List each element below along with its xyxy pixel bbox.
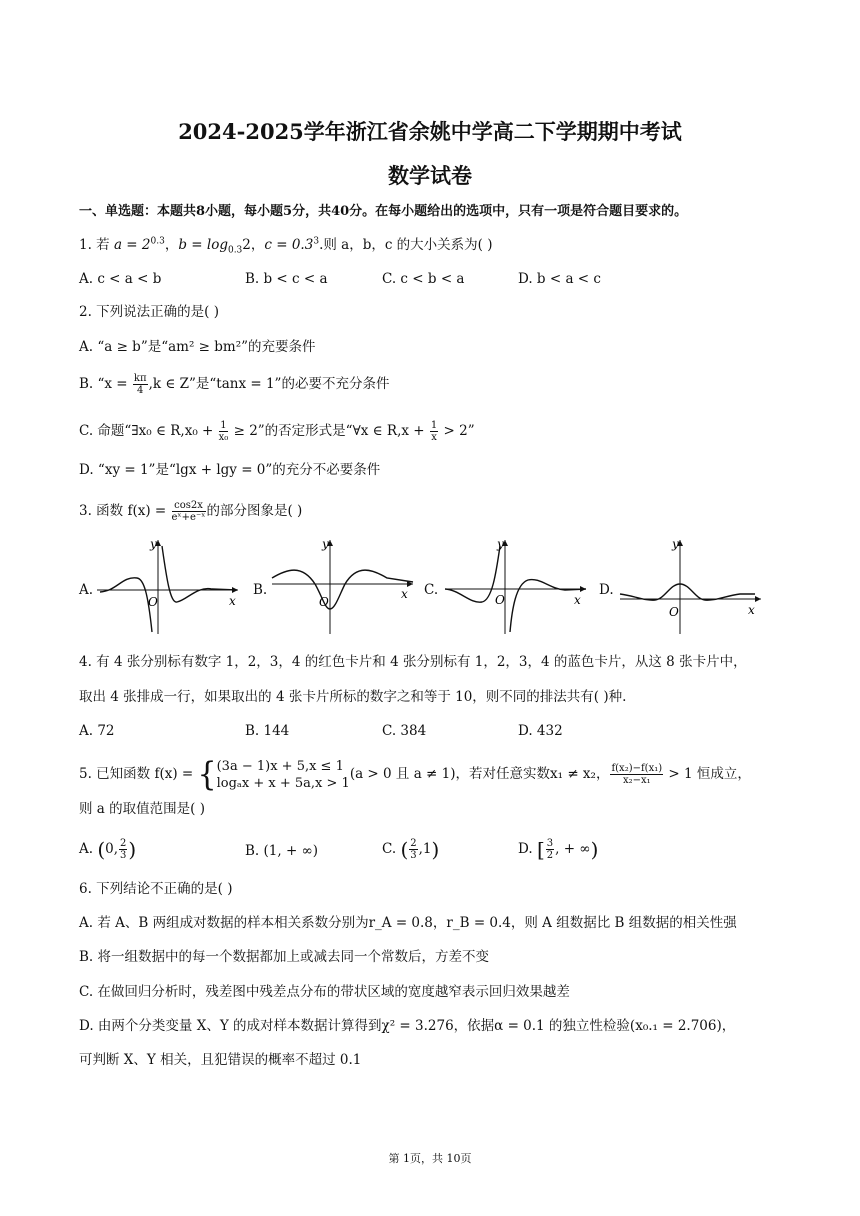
page-footer: 第 1页，共 10页 [388, 1152, 472, 1165]
graph-d [615, 534, 765, 639]
curve-a-left [100, 578, 152, 632]
graph-b-label: B. [253, 582, 268, 598]
q6-stem: 6. 下列结论不正确的是( ) [79, 881, 233, 897]
x-label: x [748, 603, 755, 617]
curve-c-left [445, 546, 500, 602]
q2-option-b: B. “x = $\frac{k\pi}{4}$ ,k ∈ Z”是“tanx = 1”的必要不充分条件 [79, 373, 390, 396]
y-label: y [322, 537, 329, 551]
q5-line-2: 则 a 的取值范围是( ) [79, 801, 205, 817]
origin-label: O [669, 605, 679, 619]
fraction: $\frac{3}{2}$ [546, 838, 554, 861]
fraction: $\frac{\cos 2x}{\text{eˣ+e⁻ˣ}}$ [171, 500, 206, 523]
q1-option-c: C. c < b < a [382, 271, 465, 287]
q6-option-d-line-1: D. 由两个分类变量 X、Y 的成对样本数据计算得到χ² = 3.276，依据α = 0.1 的独立性检验(x₀.₁ = 2.706)， [79, 1018, 736, 1034]
q5-option-b: B. (1, + ∞) [245, 843, 319, 859]
q3-stem: 3. 函数 f(x) = $\frac{\cos 2x}{\text{eˣ+e⁻ˣ}}$ 的部分图象是( ) [79, 500, 303, 523]
fraction: $\frac{2}{3}$ [410, 838, 417, 861]
x-label: x [574, 593, 581, 607]
origin-label: O [319, 595, 329, 609]
q4-option-c: C. 384 [382, 723, 427, 739]
q6-option-a: A. 若 A、B 两组成对数据的样本相关系数分别为r_A = 0.8，r_B = 0.4，则 A 组数据比 B 组数据的相关性强 [79, 915, 737, 931]
q5-option-a: A. (0, $\frac{2}{3}$ ) [79, 837, 137, 862]
graph-d-label: D. [599, 582, 614, 598]
q2-option-d: D. “xy = 1”是“lgx + lgy = 0”的充分不必要条件 [79, 462, 381, 478]
q5-option-c: C. ( $\frac{2}{3}$ ,1) [382, 837, 440, 862]
q1-option-d: D. b < a < c [518, 271, 601, 287]
q6-option-b: B. 将一组数据中的每一个数据都加上或减去同一个常数后，方差不变 [79, 949, 490, 965]
q4-option-b: B. 144 [245, 723, 290, 739]
q1-option-b: B. b < c < a [245, 271, 328, 287]
q4-option-d: D. 432 [518, 723, 563, 739]
q2-stem: 2. 下列说法正确的是( ) [79, 304, 219, 320]
section-heading: 一、单选题：本题共8小题，每小题5分，共40分。在每小题给出的选项中，只有一项是符合题目要求的。 [79, 204, 688, 219]
q4-line-1: 4. 有 4 张分别标有数字 1，2，3，4 的红色卡片和 4 张分别标有 1，2，3，4 的蓝色卡片，从这 8 张卡片中， [79, 654, 747, 670]
graph-c-label: C. [424, 582, 439, 598]
x-label: x [401, 587, 408, 601]
graph-c [440, 534, 590, 639]
curve-a-right [162, 546, 237, 602]
fraction: $\frac{2}{3}$ [120, 838, 127, 861]
q6-option-c: C. 在做回归分析时，残差图中残差点分布的带状区域的宽度越窄表示回归效果越差 [79, 984, 570, 1000]
y-label: y [672, 537, 679, 551]
origin-label: O [148, 595, 158, 609]
q5-stem: 5. 已知函数 f(x) = { (3a − 1)x + 5,x ≤ 1 logₐx + x + 5a,x > 1 (a > 0 且 a ≠ 1)，若对任意实数x₁ ≠ x₂， $\frac{\text{f(x₂)−f(x₁)}}{\text{x₂−x₁}}$ > 1 恒成立， [79, 754, 751, 794]
y-label: y [150, 537, 157, 551]
curve-d [620, 584, 755, 600]
exam-title: 2024-2025学年浙江省余姚中学高二下学期期中考试 [178, 119, 682, 144]
q4-option-a: A. 72 [79, 723, 115, 739]
q5-option-d: D. [ $\frac{3}{2}$ , + ∞) [518, 837, 599, 862]
graph-b [267, 534, 417, 639]
piecewise: (3a − 1)x + 5,x ≤ 1 logₐx + x + 5a,x > 1 [216, 758, 350, 791]
q1-option-a: A. c < a < b [79, 271, 162, 287]
fraction: $\frac{1}{x}$ [430, 420, 438, 443]
q6-option-d-line-2: 可判断 X、Y 相关，且犯错误的概率不超过 0.1 [79, 1052, 362, 1068]
brace-icon: { [197, 754, 217, 794]
x-arrow-icon [755, 596, 761, 602]
origin-label: O [495, 593, 505, 607]
fraction: $\frac{\text{f(x₂)−f(x₁)}}{\text{x₂−x₁}}$ [611, 763, 663, 786]
q2-option-c: C. 命题“∃x₀ ∈ R,x₀ + $\frac{1}{\text{x₀}}$ ≥ 2”的否定形式是“∀x ∈ R,x + $\frac{1}{x}$ > 2” [79, 420, 475, 443]
y-label: y [497, 537, 504, 551]
q2-option-a: A. “a ≥ b”是“am² ≥ bm²”的充要条件 [79, 339, 316, 355]
fraction: $\frac{k\pi}{4}$ [133, 373, 147, 396]
fraction: $\frac{1}{\text{x₀}}$ [218, 420, 229, 443]
q1-stem: 1. 若 $a = 2^{0.3}$，$b = \log_{0.3}2$，$c = 0.3^3$.则 a，b，c 的大小关系为( ) [79, 236, 493, 256]
graph-a-label: A. [79, 582, 94, 598]
x-label: x [229, 594, 236, 608]
q4-line-2: 取出 4 张排成一行，如果取出的 4 张卡片所标的数字之和等于 10，则不同的排法共有( )种. [79, 689, 627, 705]
graph-a [92, 534, 242, 639]
curve-b [272, 570, 413, 609]
exam-subtitle: 数学试卷 [388, 163, 472, 188]
